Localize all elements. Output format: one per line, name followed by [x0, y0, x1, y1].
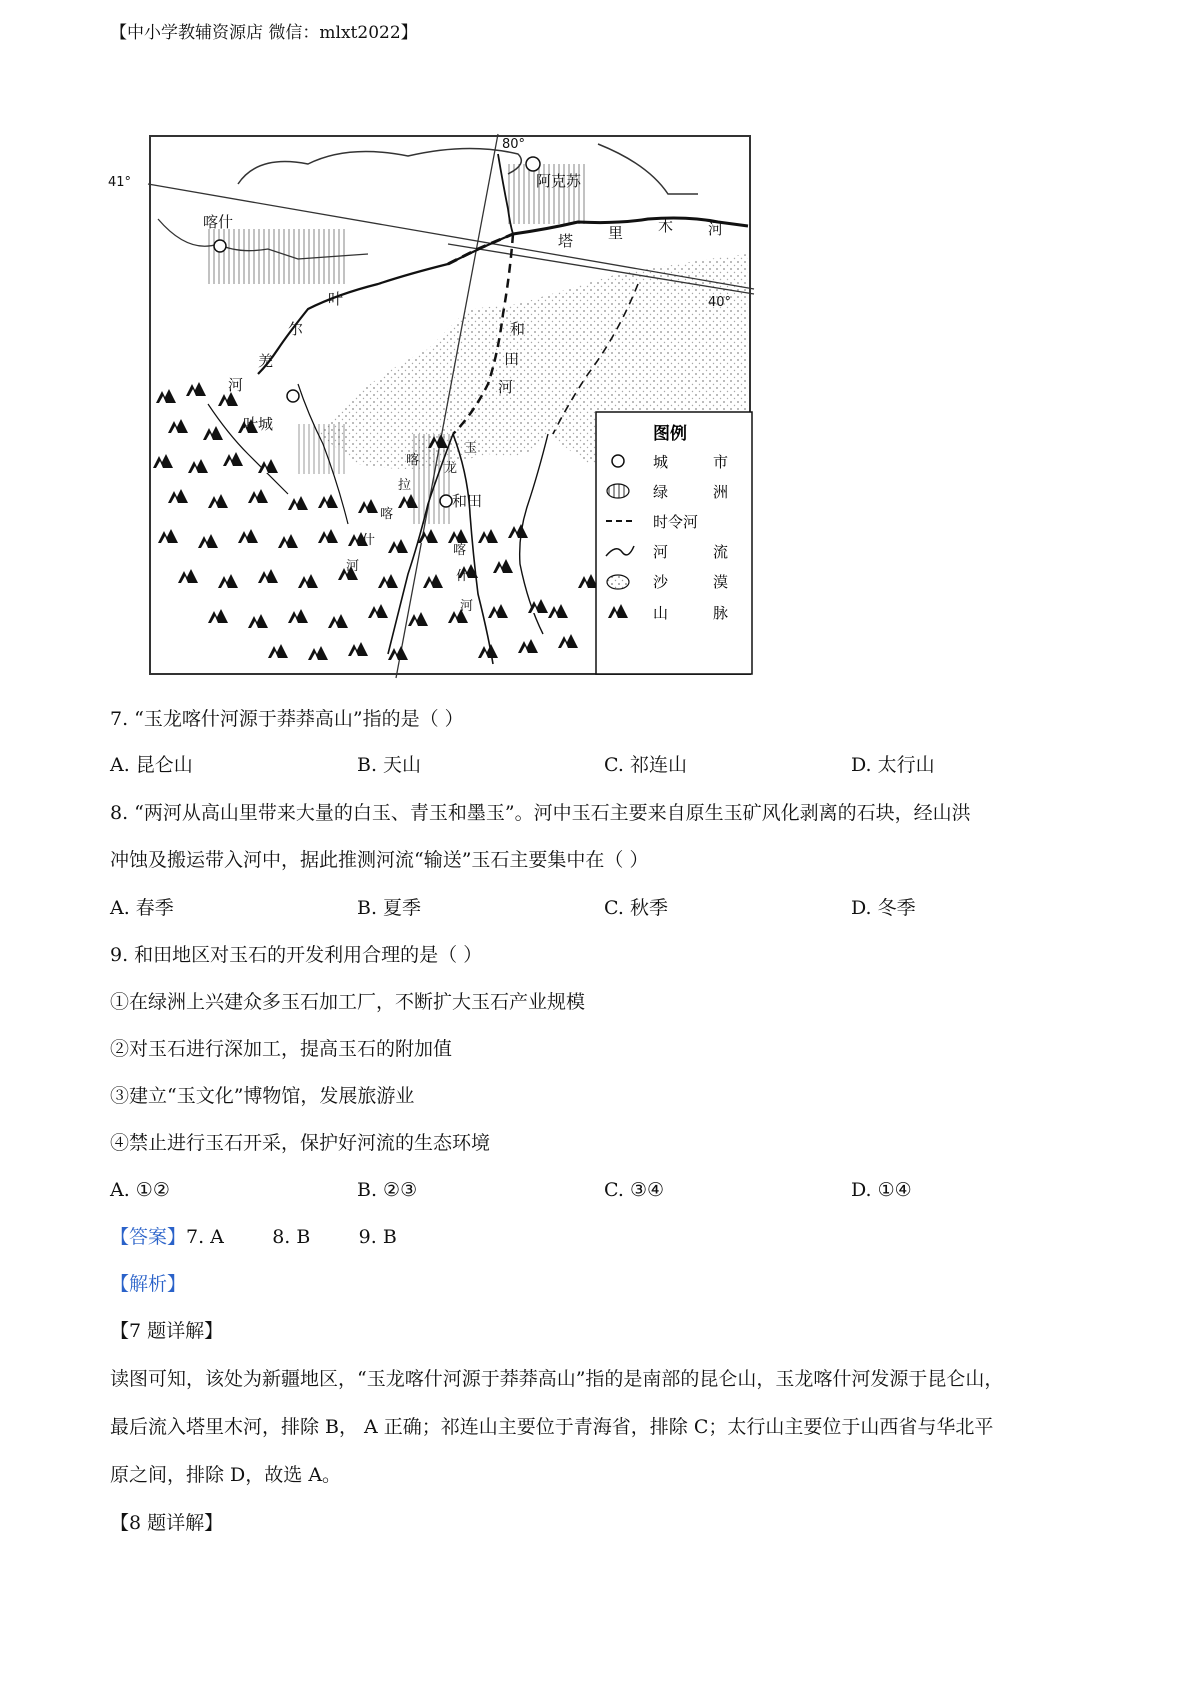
map-figure: [108, 134, 754, 678]
legend-city-2: 市: [713, 453, 729, 471]
legend-river-1: 河: [653, 543, 669, 561]
q9-option-a[interactable]: A. ①②: [110, 1179, 170, 1201]
label-yarkand-2: 尔: [288, 320, 304, 338]
label-hotan-river-2: 田: [504, 350, 520, 368]
legend-city-symbol: [612, 455, 624, 467]
label-yurungkash-5: 河: [460, 599, 474, 614]
label-yurungkash-3: 喀: [453, 543, 467, 558]
legend-river-2: 流: [713, 543, 729, 561]
page-header: 【中小学教辅资源店 微信：mlxt2022】: [110, 23, 418, 43]
legend-desert-1: 沙: [653, 573, 669, 591]
label-karakash-4: 什: [362, 533, 376, 548]
answer-text: 7. A 8. B 9. B: [186, 1226, 397, 1248]
detail7-line2: 最后流入塔里木河，排除 B， A 正确；祁连山主要位于青海省，排除 C；太行山主要位于山西省与华北平: [110, 1416, 994, 1438]
oasis-south: [298, 424, 348, 474]
analysis-label: 【解析】: [110, 1273, 187, 1295]
answer-label: 【答案】: [110, 1226, 187, 1248]
label-tarim-4: 河: [708, 220, 724, 238]
label-karakash-3: 喀: [380, 507, 394, 522]
detail7-line3: 原之间，排除 D，故选 A。: [110, 1464, 342, 1486]
q7-option-c[interactable]: C. 祁连山: [604, 754, 687, 776]
q8-option-b[interactable]: B. 夏季: [357, 897, 422, 919]
q7-option-b[interactable]: B. 天山: [357, 754, 422, 776]
q9-item-1: ①在绿洲上兴建众多玉石加工厂，不断扩大玉石产业规模: [110, 991, 586, 1013]
map-legend: [596, 412, 752, 674]
legend-oasis-symbol: [607, 484, 629, 498]
label-karakash-5: 河: [346, 559, 360, 574]
q8-option-d[interactable]: D. 冬季: [851, 897, 916, 919]
detail7-line1: 读图可知，该处为新疆地区，“玉龙喀什河源于莽莽高山”指的是南部的昆仑山，玉龙喀什河发源于昆仑山，: [110, 1368, 1004, 1390]
label-yurungkash-1: 玉: [464, 441, 478, 456]
legend-mountain-2: 脉: [713, 604, 729, 622]
label-hotan-river-1: 和: [510, 320, 526, 338]
detail7-heading: 【7 题详解】: [110, 1320, 224, 1342]
q9-item-4: ④禁止进行玉石开采，保护好河流的生态环境: [110, 1132, 491, 1154]
q8-stem-line1: 8. “两河从高山里带来大量的白玉、青玉和墨玉”。河中玉石主要来自原生玉矿风化剥离的石块，经山洪: [110, 802, 971, 824]
q7-option-d[interactable]: D. 太行山: [851, 754, 935, 776]
label-yurungkash-2: 龙: [444, 461, 458, 476]
label-yurungkash-4: 什: [456, 569, 470, 584]
city-kashi-marker: [214, 240, 226, 252]
label-kashi: 喀什: [203, 213, 234, 231]
city-yecheng-marker: [287, 390, 299, 402]
label-tarim-1: 塔: [558, 232, 574, 250]
map-svg: [108, 134, 754, 678]
city-aksu-marker: [526, 157, 540, 171]
label-lon-80: 80°: [502, 137, 526, 152]
label-tarim-3: 木: [658, 217, 674, 235]
label-lat-41: 41°: [108, 175, 132, 190]
q9-option-d[interactable]: D. ①④: [851, 1179, 912, 1201]
legend-mountain-1: 山: [653, 604, 669, 622]
label-yarkand-4: 河: [228, 376, 244, 394]
q9-item-2: ②对玉石进行深加工，提高玉石的附加值: [110, 1038, 453, 1060]
label-aksu: 阿克苏: [536, 172, 582, 190]
legend-seasonal-river: 时令河: [653, 513, 699, 531]
label-hotan-river-3: 河: [498, 378, 514, 396]
q9-option-c[interactable]: C. ③④: [604, 1179, 665, 1201]
label-lat-40: 40°: [708, 295, 732, 310]
answer-line: [110, 1224, 397, 1250]
legend-city-1: 城: [653, 453, 669, 471]
q9-item-3: ③建立“玉文化”博物馆，发展旅游业: [110, 1085, 415, 1107]
q8-stem-line2: 冲蚀及搬运带入河中，据此推测河流“输送”玉石主要集中在（ ）: [110, 849, 649, 871]
q7-option-a[interactable]: A. 昆仑山: [110, 754, 193, 776]
label-tarim-2: 里: [608, 224, 624, 242]
q8-option-a[interactable]: A. 春季: [110, 897, 174, 919]
label-karakash-2: 拉: [398, 478, 412, 493]
legend-title: 图例: [653, 424, 687, 444]
city-hotan-marker: [440, 495, 452, 507]
q8-option-c[interactable]: C. 秋季: [604, 897, 668, 919]
label-yarkand-3: 羌: [258, 352, 274, 370]
q7-stem: 7. “玉龙喀什河源于莽莽高山”指的是（ ）: [110, 708, 464, 730]
label-yarkand-1: 叶: [328, 290, 344, 308]
label-karakash-1: 喀: [406, 453, 420, 468]
legend-desert-2: 漠: [713, 573, 729, 591]
legend-oasis-2: 洲: [713, 483, 729, 501]
detail8-heading: 【8 题详解】: [110, 1512, 224, 1534]
legend-oasis-1: 绿: [653, 483, 669, 501]
label-hotan: 和田: [452, 492, 483, 510]
legend-desert-symbol: [607, 575, 629, 589]
label-yecheng: 叶城: [243, 415, 274, 433]
q9-stem: 9. 和田地区对玉石的开发利用合理的是（ ）: [110, 944, 483, 966]
q9-option-b[interactable]: B. ②③: [357, 1179, 418, 1201]
